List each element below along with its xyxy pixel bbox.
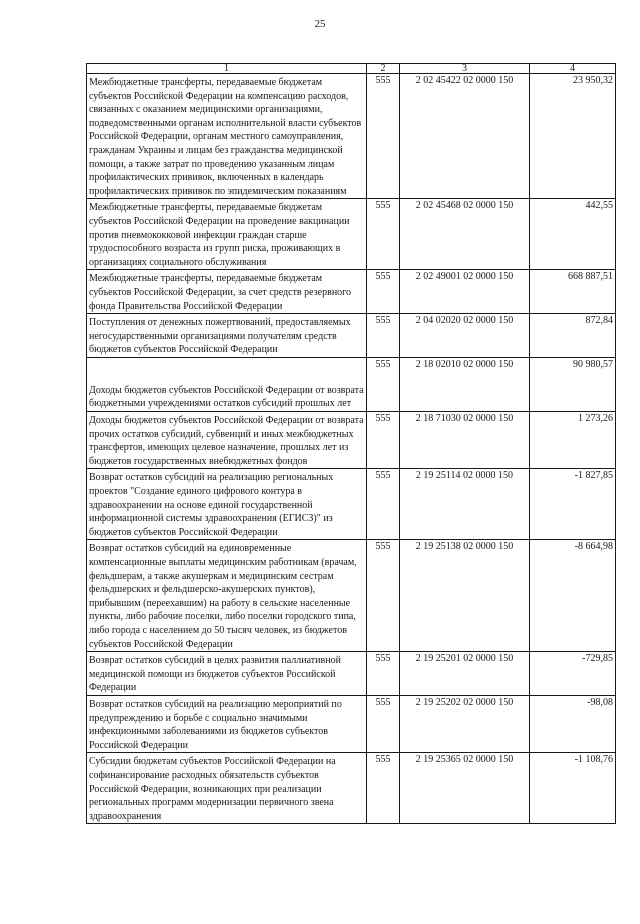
- row-budget-code: 2 19 25201 02 0000 150: [400, 652, 530, 696]
- row-description: Доходы бюджетов субъектов Российской Федерации от возврата прочих остатков субсидий, субвенций и иных межбюджетных трансфертов, имеющих целевое назначение, прошлых лет из бюджетов государственных внебюджетных фондов: [87, 412, 367, 469]
- column-header-description: 1: [87, 64, 367, 74]
- row-description: Межбюджетные трансферты, передаваемые бюджетам субъектов Российской Федерации на проведение вакцинации против пневмококковой инфекции граждан старше трудоспособного возраста из групп риска, проживающих в организациях социального обслуживания: [87, 199, 367, 270]
- row-budget-code: 2 02 45468 02 0000 150: [400, 199, 530, 270]
- row-description: Межбюджетные трансферты, передаваемые бюджетам субъектов Российской Федерации, за счет средств резервного фонда Правительства Российской Федерации: [87, 270, 367, 314]
- row-admin-code: 555: [367, 695, 400, 752]
- row-admin-code: 555: [367, 357, 400, 411]
- budget-revenue-table: [86, 63, 616, 824]
- row-amount: 442,55: [530, 199, 616, 270]
- column-header-amount: 4: [530, 64, 616, 74]
- table-row: [87, 199, 616, 270]
- column-header-admin: 2: [367, 64, 400, 74]
- page-number: 25: [314, 18, 326, 30]
- row-amount: -729,85: [530, 652, 616, 696]
- row-budget-code: 2 19 25365 02 0000 150: [400, 753, 530, 824]
- row-budget-code: 2 02 49001 02 0000 150: [400, 270, 530, 314]
- row-description: Поступления от денежных пожертвований, предоставляемых негосударственными организациями получателям средств бюджетов субъектов Российской Федерации: [87, 314, 367, 358]
- row-amount: 872,84: [530, 314, 616, 358]
- row-admin-code: 555: [367, 652, 400, 696]
- row-description: Возврат остатков субсидий в целях развития паллиативной медицинской помощи из бюджетов субъектов Российской Федерации: [87, 652, 367, 696]
- row-admin-code: 555: [367, 199, 400, 270]
- row-budget-code: 2 19 25138 02 0000 150: [400, 540, 530, 652]
- row-budget-code: 2 02 45422 02 0000 150: [400, 74, 530, 199]
- table-row: [87, 753, 616, 824]
- table-row: [87, 357, 616, 411]
- row-amount: 90 980,57: [530, 357, 616, 411]
- table-row: [87, 314, 616, 358]
- row-budget-code: 2 19 25202 02 0000 150: [400, 695, 530, 752]
- row-budget-code: 2 04 02020 02 0000 150: [400, 314, 530, 358]
- table-row: [87, 469, 616, 540]
- row-budget-code: 2 19 25114 02 0000 150: [400, 469, 530, 540]
- row-admin-code: 555: [367, 314, 400, 358]
- table-header-row: [87, 64, 616, 74]
- table-row: [87, 652, 616, 696]
- row-budget-code: 2 18 02010 02 0000 150: [400, 357, 530, 411]
- row-admin-code: 555: [367, 753, 400, 824]
- row-amount: -1 108,76: [530, 753, 616, 824]
- table-row: [87, 74, 616, 199]
- row-amount: -8 664,98: [530, 540, 616, 652]
- table-row: [87, 412, 616, 469]
- row-description: Субсидии бюджетам субъектов Российской Федерации на софинансирование расходных обязательств субъектов Российской Федерации, возникающих при реализации региональных программ модернизации первичного звена здравоохранения: [87, 753, 367, 824]
- row-admin-code: 555: [367, 469, 400, 540]
- row-admin-code: 555: [367, 74, 400, 199]
- row-description: Возврат остатков субсидий на реализацию мероприятий по предупреждению и борьбе с социально значимыми инфекционными заболеваниями из бюджетов субъектов Российской Федерации: [87, 695, 367, 752]
- table-row: [87, 270, 616, 314]
- row-amount: -1 827,85: [530, 469, 616, 540]
- row-description: Доходы бюджетов субъектов Российской Федерации от возврата бюджетными учреждениями остатков субсидий прошлых лет: [87, 357, 367, 411]
- row-description: Межбюджетные трансферты, передаваемые бюджетам субъектов Российской Федерации на компенсацию расходов, связанных с оказанием медицинскими организациями, подведомственными органам исполнительной власти субъектов Российской Федерации, органам местного самоуправления, гражданам Украины и лицам без гражданства медицинской помощи, а также затрат по проведению указанным лицам профилактических прививок, включенных в календарь профилактических прививок по эпидемическим показаниям: [87, 74, 367, 199]
- row-amount: 1 273,26: [530, 412, 616, 469]
- row-amount: 23 950,32: [530, 74, 616, 199]
- table-row: [87, 540, 616, 652]
- row-description: Возврат остатков субсидий на реализацию региональных проектов "Создание единого цифрового контура в здравоохранении на основе единой государственной информационной системы здравоохранения (ЕГИСЗ)" из бюджетов субъектов Российской Федерации: [87, 469, 367, 540]
- row-admin-code: 555: [367, 540, 400, 652]
- row-amount: 668 887,51: [530, 270, 616, 314]
- column-header-code: 3: [400, 64, 530, 74]
- row-description: Возврат остатков субсидий на единовременные компенсационные выплаты медицинским работникам (врачам, фельдшерам, а также акушеркам и медицинским сестрам фельдшерских и фельдшерско-акушерских пунктов), прибывшим (переехавшим) на работу в сельские населенные пункты, либо рабочие поселки, либо поселки городского типа, либо города с населением до 50 тысяч человек, из бюджетов субъектов Российской Федерации: [87, 540, 367, 652]
- row-admin-code: 555: [367, 412, 400, 469]
- table-row: [87, 695, 616, 752]
- row-amount: -98,08: [530, 695, 616, 752]
- row-budget-code: 2 18 71030 02 0000 150: [400, 412, 530, 469]
- row-admin-code: 555: [367, 270, 400, 314]
